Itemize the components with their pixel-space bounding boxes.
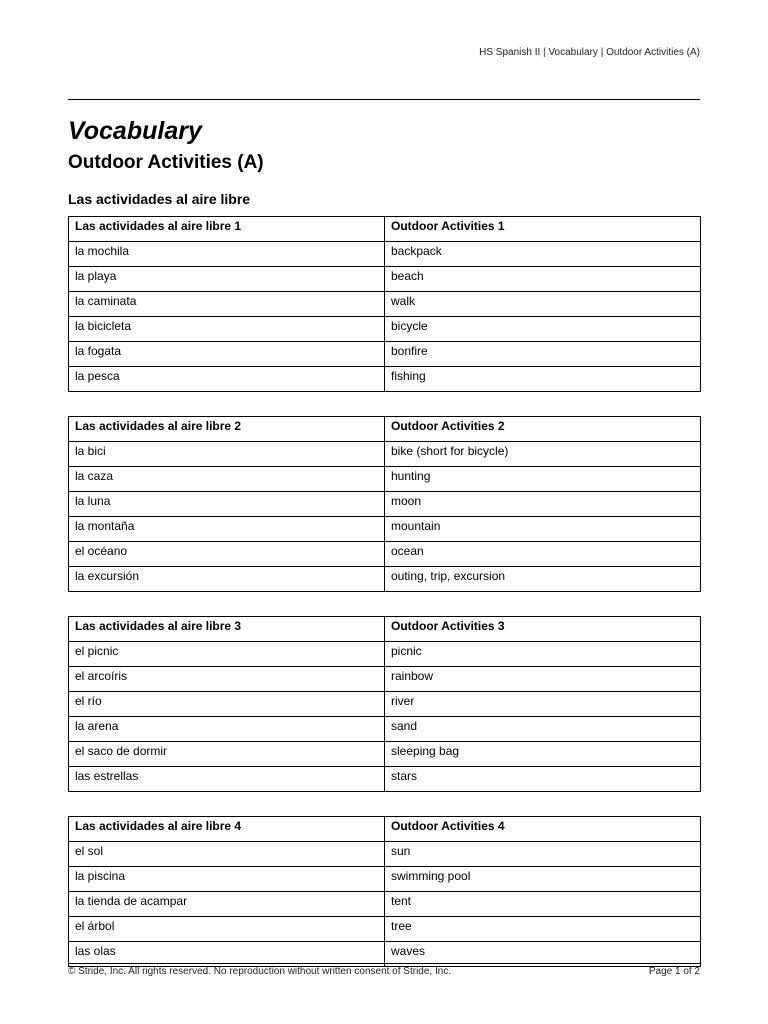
table-row: [69, 692, 701, 717]
english-translation: fishing: [385, 367, 701, 392]
spanish-term: la fogata: [69, 342, 385, 367]
english-translation: hunting: [385, 467, 701, 492]
english-translation: backpack: [385, 242, 701, 267]
english-column-header: Outdoor Activities 4: [385, 817, 701, 842]
table-row: [69, 917, 701, 942]
table-row: [69, 467, 701, 492]
spanish-term: la bici: [69, 442, 385, 467]
table-row: [69, 642, 701, 667]
footer-page-number: Page 1 of 2: [648, 966, 700, 977]
spanish-term: el sol: [69, 842, 385, 867]
english-translation: sleeping bag: [385, 742, 701, 767]
table-row: [69, 892, 701, 917]
table-row: [69, 667, 701, 692]
english-column-header: Outdoor Activities 3: [385, 617, 701, 642]
vocabulary-table-4: [68, 816, 701, 967]
spanish-term: el océano: [69, 542, 385, 567]
spanish-term: la caza: [69, 467, 385, 492]
table-row: [69, 767, 701, 792]
running-header: HS Spanish II | Vocabulary | Outdoor Activities (A): [479, 47, 700, 58]
english-translation: bicycle: [385, 317, 701, 342]
vocabulary-tables: [68, 216, 700, 991]
spanish-term: la caminata: [69, 292, 385, 317]
english-translation: river: [385, 692, 701, 717]
english-translation: walk: [385, 292, 701, 317]
table-row: [69, 542, 701, 567]
english-translation: mountain: [385, 517, 701, 542]
spanish-term: la arena: [69, 717, 385, 742]
english-column-header: Outdoor Activities 2: [385, 417, 701, 442]
header-divider: [68, 99, 700, 100]
table-row: [69, 867, 701, 892]
english-translation: stars: [385, 767, 701, 792]
table-header-row: [69, 417, 701, 442]
spanish-term: la piscina: [69, 867, 385, 892]
spanish-term: el saco de dormir: [69, 742, 385, 767]
table-row: [69, 717, 701, 742]
table-row: [69, 292, 701, 317]
spanish-term: la pesca: [69, 367, 385, 392]
table-row: [69, 842, 701, 867]
english-translation: beach: [385, 267, 701, 292]
spanish-term: las olas: [69, 942, 385, 967]
vocabulary-table-1: [68, 216, 701, 392]
english-translation: sand: [385, 717, 701, 742]
english-translation: rainbow: [385, 667, 701, 692]
vocabulary-table-2: [68, 416, 701, 592]
table-row: [69, 342, 701, 367]
spanish-term: el árbol: [69, 917, 385, 942]
spanish-term: el picnic: [69, 642, 385, 667]
spanish-term: la bicicleta: [69, 317, 385, 342]
spanish-term: la montaña: [69, 517, 385, 542]
spanish-column-header: Las actividades al aire libre 3: [69, 617, 385, 642]
spanish-column-header: Las actividades al aire libre 2: [69, 417, 385, 442]
spanish-term: la excursión: [69, 567, 385, 592]
english-translation: swimming pool: [385, 867, 701, 892]
table-row: [69, 567, 701, 592]
table-row: [69, 267, 701, 292]
table-header-row: [69, 817, 701, 842]
page-subtitle: Outdoor Activities (A): [68, 152, 264, 173]
english-translation: picnic: [385, 642, 701, 667]
vocabulary-table-3: [68, 616, 701, 792]
english-column-header: Outdoor Activities 1: [385, 217, 701, 242]
spanish-term: las estrellas: [69, 767, 385, 792]
table-row: [69, 492, 701, 517]
english-translation: bonfire: [385, 342, 701, 367]
english-translation: moon: [385, 492, 701, 517]
spanish-term: la luna: [69, 492, 385, 517]
english-translation: outing, trip, excursion: [385, 567, 701, 592]
table-header-row: [69, 217, 701, 242]
page-title: Vocabulary: [68, 117, 202, 145]
table-row: [69, 442, 701, 467]
spanish-term: la tienda de acampar: [69, 892, 385, 917]
table-row: [69, 317, 701, 342]
table-row: [69, 742, 701, 767]
table-header-row: [69, 617, 701, 642]
spanish-column-header: Las actividades al aire libre 1: [69, 217, 385, 242]
spanish-column-header: Las actividades al aire libre 4: [69, 817, 385, 842]
english-translation: waves: [385, 942, 701, 967]
english-translation: ocean: [385, 542, 701, 567]
document-page: [68, 0, 700, 1024]
english-translation: tent: [385, 892, 701, 917]
spanish-term: el arcoíris: [69, 667, 385, 692]
table-row: [69, 367, 701, 392]
table-row: [69, 517, 701, 542]
footer-divider: [68, 963, 700, 964]
english-translation: bike (short for bicycle): [385, 442, 701, 467]
table-row: [69, 242, 701, 267]
spanish-term: la playa: [69, 267, 385, 292]
english-translation: tree: [385, 917, 701, 942]
spanish-term: la mochila: [69, 242, 385, 267]
footer-copyright: © Stride, Inc. All rights reserved. No reproduction without written consent of Stride, Inc.: [68, 966, 452, 977]
spanish-term: el río: [69, 692, 385, 717]
section-heading: Las actividades al aire libre: [68, 191, 251, 207]
english-translation: sun: [385, 842, 701, 867]
